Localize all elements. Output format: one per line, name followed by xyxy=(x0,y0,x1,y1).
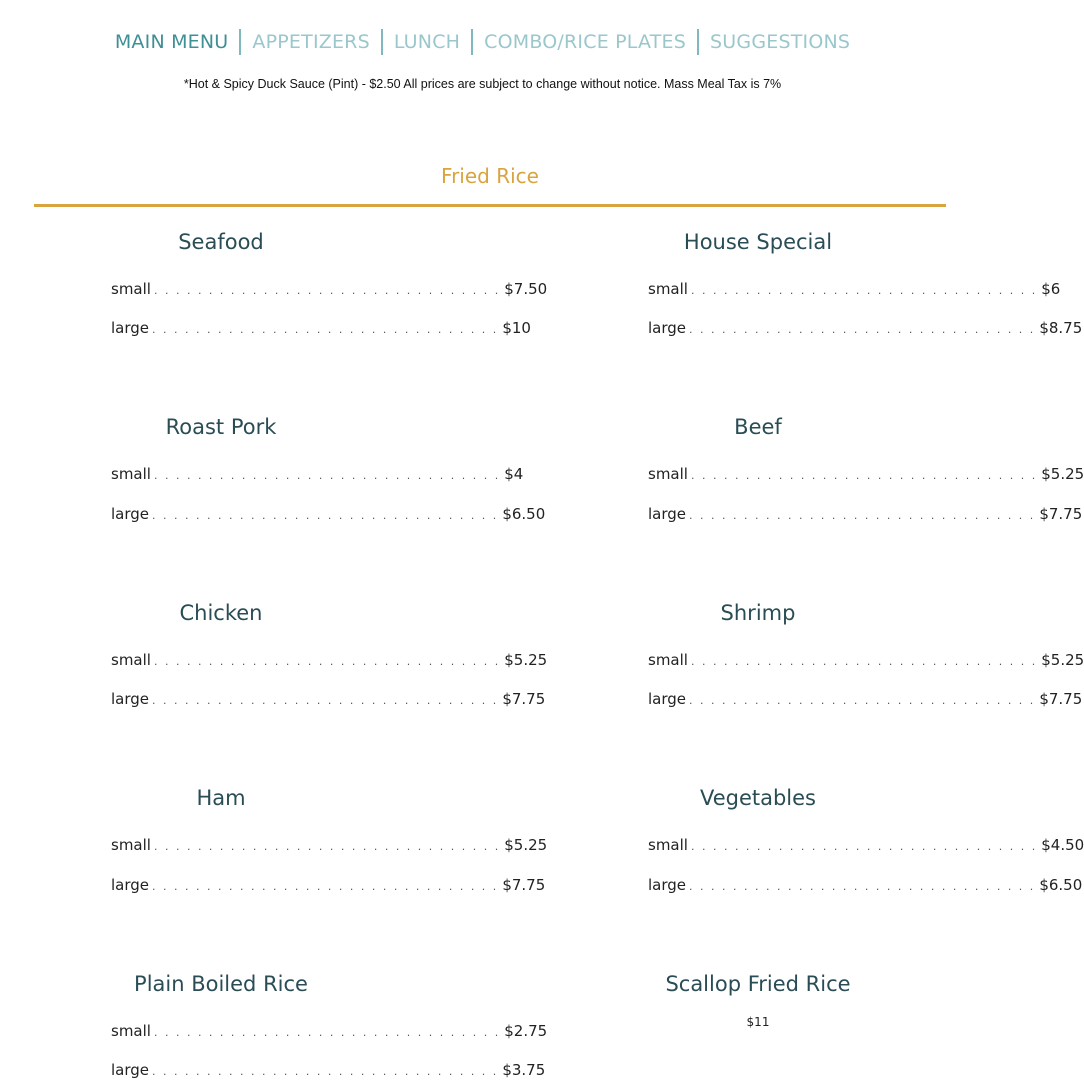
leader-dots: . . . . . . . . . . . . . . . . . . . . . . . . . . . . . . . . xyxy=(152,694,499,707)
leader-dots: . . . . . . . . . . . . . . . . . . . . . . . . . . . . . . . . xyxy=(153,840,501,853)
nav-suggestions[interactable]: SUGGESTIONS xyxy=(710,31,851,53)
leader-dots: . . . . . . . . . . . . . . . . . . . . . . . . . . . . . . . . xyxy=(690,840,1038,853)
price-row-small xyxy=(111,465,524,487)
item-name: Shrimp xyxy=(720,601,796,625)
size-label: small xyxy=(111,1022,151,1040)
price: $4.50 xyxy=(1041,836,1084,854)
size-label: large xyxy=(648,505,687,523)
leader-dots: . . . . . . . . . . . . . . . . . . . . . . . . . . . . . . . . xyxy=(690,469,1038,482)
nav-lunch[interactable]: LUNCH xyxy=(393,31,461,53)
menu-item-house-special xyxy=(648,227,1083,337)
leader-dots: . . . . . . . . . . . . . . . . . . . . . . . . . . . . . . . . xyxy=(153,469,501,482)
price-row-small xyxy=(111,280,548,302)
price-row-large xyxy=(648,505,1083,527)
price-row-large xyxy=(111,690,546,712)
leader-dots: . . . . . . . . . . . . . . . . . . . . . . . . . . . . . . . . xyxy=(689,694,1036,707)
size-label: small xyxy=(111,836,151,854)
nav-main-menu[interactable]: MAIN MENU xyxy=(114,31,229,53)
price: $5.25 xyxy=(504,651,548,669)
menu-item-ham xyxy=(111,783,548,894)
size-label: small xyxy=(111,651,151,669)
price: $5.25 xyxy=(1041,465,1084,483)
price: $4 xyxy=(504,465,524,483)
price-row-large xyxy=(111,505,546,527)
menu-item-vegetables xyxy=(648,783,1084,894)
leader-dots: . . . . . . . . . . . . . . . . . . . . . . . . . . . . . . . . xyxy=(152,323,499,336)
item-name: Seafood xyxy=(178,230,264,254)
price-row-small xyxy=(648,280,1061,302)
item-name: Roast Pork xyxy=(165,415,277,439)
leader-dots: . . . . . . . . . . . . . . . . . . . . . . . . . . . . . . . . xyxy=(690,284,1038,297)
size-label: large xyxy=(648,690,687,708)
size-label: large xyxy=(648,319,687,337)
price-row-small xyxy=(648,651,1084,673)
price-row-large xyxy=(111,319,531,341)
price: $5.25 xyxy=(504,836,548,854)
price: $7.75 xyxy=(502,876,546,894)
main-nav xyxy=(0,28,965,56)
price-row-small xyxy=(648,465,1084,487)
item-name: Beef xyxy=(734,415,782,439)
price: $7.75 xyxy=(1039,690,1083,708)
price-row-small xyxy=(111,836,548,858)
menu-item-plain-boiled-rice xyxy=(111,969,548,1079)
size-label: small xyxy=(648,465,688,483)
leader-dots: . . . . . . . . . . . . . . . . . . . . . . . . . . . . . . . . xyxy=(690,655,1038,668)
size-label: large xyxy=(111,1061,150,1079)
menu-item-seafood xyxy=(111,227,548,337)
size-label: small xyxy=(111,280,151,298)
size-label: small xyxy=(648,651,688,669)
price: $6.50 xyxy=(1039,876,1083,894)
size-label: small xyxy=(648,836,688,854)
price-notice: *Hot & Spicy Duck Sauce (Pint) - $2.50 All prices are subject to change without notice. Mass Meal Tax is 7% xyxy=(183,77,782,91)
size-label: large xyxy=(111,690,150,708)
item-name: Plain Boiled Rice xyxy=(134,972,308,996)
price-row-large xyxy=(111,876,546,898)
leader-dots: . . . . . . . . . . . . . . . . . . . . . . . . . . . . . . . . xyxy=(153,284,501,297)
menu-item-chicken xyxy=(111,598,548,708)
price: $11 xyxy=(746,1015,770,1029)
price: $10 xyxy=(502,319,531,337)
price: $3.75 xyxy=(502,1061,546,1079)
price-row-large xyxy=(648,319,1083,341)
price-row-large xyxy=(648,690,1083,712)
size-label: small xyxy=(648,280,688,298)
size-label: large xyxy=(111,319,150,337)
size-label: small xyxy=(111,465,151,483)
price-row-large xyxy=(648,876,1083,898)
price: $5.25 xyxy=(1041,651,1084,669)
leader-dots: . . . . . . . . . . . . . . . . . . . . . . . . . . . . . . . . xyxy=(153,1026,501,1039)
size-label: large xyxy=(111,876,150,894)
price-row-large xyxy=(111,1061,546,1083)
menu-item-roast-pork xyxy=(111,412,546,523)
section-title: Fried Rice xyxy=(441,164,539,188)
leader-dots: . . . . . . . . . . . . . . . . . . . . . . . . . . . . . . . . xyxy=(689,880,1036,893)
menu-item-scallop-fried-rice xyxy=(648,969,868,1029)
nav-appetizers[interactable]: APPETIZERS xyxy=(252,31,370,53)
price-row-small xyxy=(111,1022,548,1044)
item-name: House Special xyxy=(683,230,833,254)
price: $7.75 xyxy=(502,690,546,708)
price: $6.50 xyxy=(502,505,546,523)
item-name: Ham xyxy=(196,786,246,810)
size-label: large xyxy=(648,876,687,894)
menu-item-beef xyxy=(648,412,1084,523)
price: $7.75 xyxy=(1039,505,1083,523)
price: $2.75 xyxy=(504,1022,548,1040)
item-name: Vegetables xyxy=(699,786,817,810)
price-row-small xyxy=(111,651,548,673)
price: $7.50 xyxy=(504,280,548,298)
leader-dots: . . . . . . . . . . . . . . . . . . . . . . . . . . . . . . . . xyxy=(152,1065,499,1078)
item-name: Scallop Fried Rice xyxy=(665,972,851,996)
leader-dots: . . . . . . . . . . . . . . . . . . . . . . . . . . . . . . . . xyxy=(153,655,501,668)
price: $8.75 xyxy=(1039,319,1083,337)
leader-dots: . . . . . . . . . . . . . . . . . . . . . . . . . . . . . . . . xyxy=(152,880,499,893)
price-row-small xyxy=(648,836,1084,858)
size-label: large xyxy=(111,505,150,523)
leader-dots: . . . . . . . . . . . . . . . . . . . . . . . . . . . . . . . . xyxy=(689,323,1036,336)
leader-dots: . . . . . . . . . . . . . . . . . . . . . . . . . . . . . . . . xyxy=(152,509,499,522)
menu-item-shrimp xyxy=(648,598,1084,708)
section-divider xyxy=(34,204,946,207)
item-name: Chicken xyxy=(179,601,263,625)
leader-dots: . . . . . . . . . . . . . . . . . . . . . . . . . . . . . . . . xyxy=(689,509,1036,522)
price: $6 xyxy=(1041,280,1061,298)
nav-combo-rice-plates[interactable]: COMBO/RICE PLATES xyxy=(484,31,687,53)
